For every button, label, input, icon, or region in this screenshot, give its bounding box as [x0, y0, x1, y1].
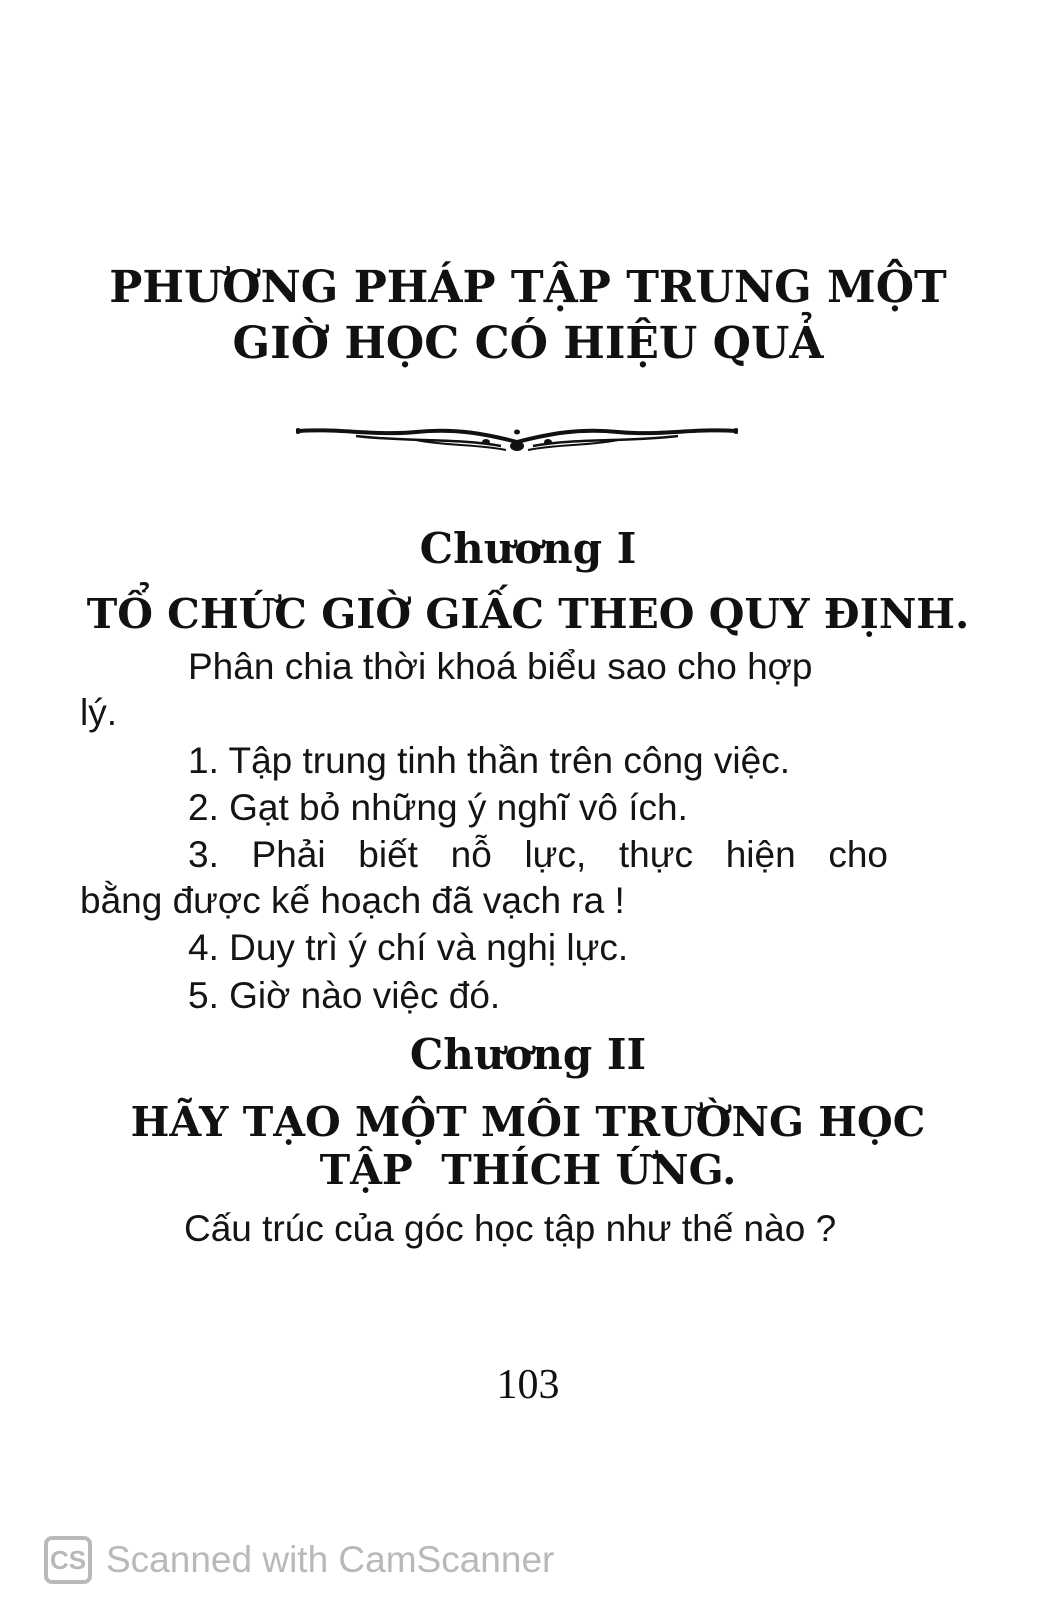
chapter-1-label: Chương I [419, 524, 637, 573]
list-item-3-line-2: bằng được kế hoạch đã vạch ra ! [80, 880, 625, 921]
chapter-2-heading-line-1: HÃY TẠO MỘT MÔI TRƯỜNG HỌC [130, 1098, 926, 1146]
camscanner-watermark [44, 1534, 554, 1586]
list-item-3-line-1: 3. Phải biết nỗ lực, thực hiện cho [188, 834, 888, 875]
page-title-line-1: PHƯƠNG PHÁP TẬP TRUNG MỘT [109, 262, 947, 313]
chapter-1-heading: TỔ CHỨC GIỜ GIẤC THEO QUY ĐỊNH. [86, 590, 970, 638]
page-title-line-2: GIỜ HỌC CÓ HIỆU QUẢ [232, 318, 824, 369]
list-item-1: 1. Tập trung tinh thần trên công việc. [188, 740, 790, 781]
watermark-text: Scanned with CamScanner [106, 1539, 555, 1580]
list-item-5: 5. Giờ nào việc đó. [188, 975, 501, 1016]
ornament-divider [296, 420, 738, 458]
list-item-2: 2. Gạt bỏ những ý nghĩ vô ích. [188, 787, 688, 828]
chapter-1-intro-line-2: lý. [80, 692, 117, 733]
chapter-1-intro-line-1: Phân chia thời khoá biểu sao cho hợp [188, 646, 813, 687]
chapter-2-heading-line-2: TẬP THÍCH ỨNG. [319, 1146, 737, 1194]
chapter-2-intro: Cấu trúc của góc học tập như thế nào ? [184, 1208, 837, 1249]
page-number: 103 [496, 1362, 560, 1408]
camscanner-logo-icon: CS [44, 1536, 92, 1584]
chapter-2-label: Chương II [409, 1030, 647, 1079]
list-item-4: 4. Duy trì ý chí và nghị lực. [188, 927, 629, 968]
